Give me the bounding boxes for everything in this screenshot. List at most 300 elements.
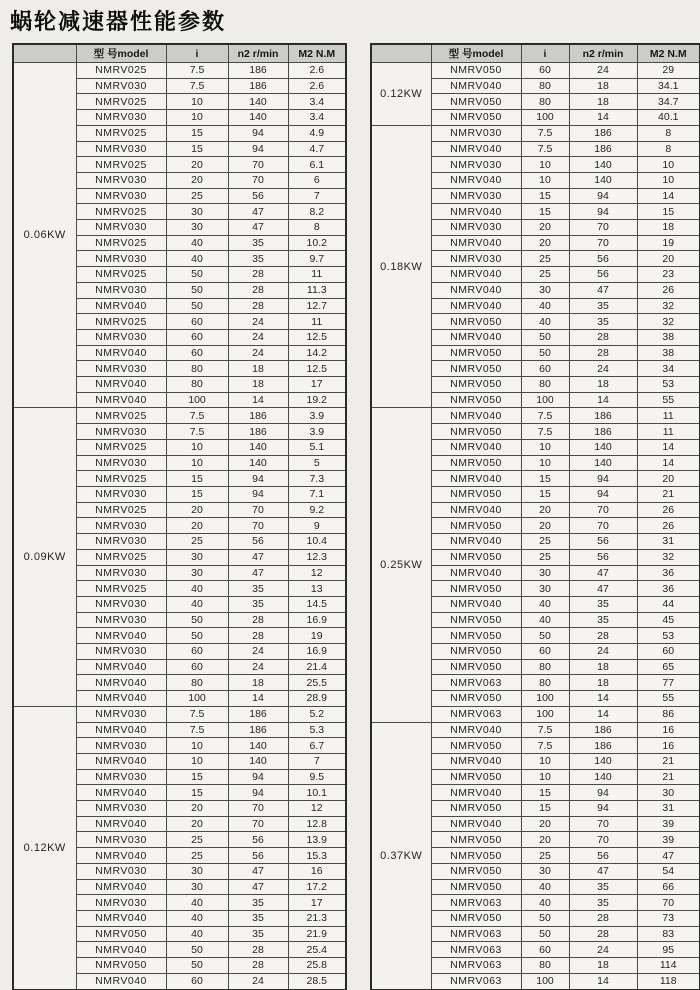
ratio-cell: 10 <box>166 110 228 126</box>
model-cell: NMRV040 <box>431 282 521 298</box>
model-cell: NMRV050 <box>431 832 521 848</box>
ratio-cell: 30 <box>166 565 228 581</box>
speed-cell: 28 <box>228 942 288 958</box>
model-cell: NMRV050 <box>431 581 521 597</box>
col-header-ratio: i <box>166 44 228 63</box>
model-cell: NMRV040 <box>431 816 521 832</box>
speed-cell: 140 <box>228 738 288 754</box>
speed-cell: 56 <box>228 848 288 864</box>
torque-cell: 14.5 <box>288 596 346 612</box>
ratio-cell: 20 <box>166 157 228 173</box>
model-cell: NMRV040 <box>431 172 521 188</box>
speed-cell: 14 <box>569 110 637 126</box>
model-cell: NMRV050 <box>431 94 521 110</box>
ratio-cell: 50 <box>166 628 228 644</box>
model-cell: NMRV050 <box>431 910 521 926</box>
speed-cell: 28 <box>569 910 637 926</box>
torque-cell: 11.3 <box>288 282 346 298</box>
model-cell: NMRV030 <box>76 596 166 612</box>
ratio-cell: 15 <box>521 204 569 220</box>
torque-cell: 32 <box>637 549 700 565</box>
col-header-torque: M2 N.M <box>637 44 700 63</box>
torque-cell: 23 <box>637 267 700 283</box>
power-group-label: 0.06KW <box>13 63 76 408</box>
torque-cell: 5.1 <box>288 439 346 455</box>
torque-cell: 21 <box>637 486 700 502</box>
model-cell: NMRV063 <box>431 973 521 990</box>
ratio-cell: 10 <box>166 738 228 754</box>
ratio-cell: 20 <box>166 801 228 817</box>
ratio-cell: 40 <box>166 581 228 597</box>
speed-cell: 140 <box>228 455 288 471</box>
model-cell: NMRV040 <box>76 377 166 393</box>
model-cell: NMRV040 <box>76 345 166 361</box>
model-cell: NMRV030 <box>431 220 521 236</box>
speed-cell: 24 <box>569 644 637 660</box>
model-cell: NMRV050 <box>76 958 166 974</box>
torque-cell: 36 <box>637 565 700 581</box>
model-cell: NMRV050 <box>431 612 521 628</box>
model-cell: NMRV040 <box>76 659 166 675</box>
ratio-cell: 40 <box>521 895 569 911</box>
power-group-label: 0.12KW <box>13 706 76 990</box>
torque-cell: 66 <box>637 879 700 895</box>
speed-cell: 18 <box>228 377 288 393</box>
model-cell: NMRV030 <box>76 769 166 785</box>
ratio-cell: 7.5 <box>521 141 569 157</box>
model-cell: NMRV040 <box>431 471 521 487</box>
ratio-cell: 60 <box>521 361 569 377</box>
model-cell: NMRV030 <box>431 251 521 267</box>
speed-cell: 140 <box>569 157 637 173</box>
torque-cell: 13.9 <box>288 832 346 848</box>
speed-cell: 24 <box>569 63 637 79</box>
model-cell: NMRV030 <box>76 706 166 722</box>
ratio-cell: 20 <box>521 235 569 251</box>
speed-cell: 140 <box>228 94 288 110</box>
table-row <box>371 63 700 79</box>
speed-cell: 35 <box>228 895 288 911</box>
ratio-cell: 60 <box>521 63 569 79</box>
torque-cell: 31 <box>637 534 700 550</box>
torque-cell: 39 <box>637 832 700 848</box>
speed-cell: 140 <box>228 439 288 455</box>
model-cell: NMRV030 <box>76 486 166 502</box>
ratio-cell: 25 <box>166 848 228 864</box>
speed-cell: 186 <box>569 424 637 440</box>
speed-cell: 70 <box>569 816 637 832</box>
model-cell: NMRV040 <box>76 785 166 801</box>
torque-cell: 19.2 <box>288 392 346 408</box>
speed-cell: 35 <box>569 298 637 314</box>
speed-cell: 56 <box>569 549 637 565</box>
torque-cell: 25.8 <box>288 958 346 974</box>
speed-cell: 24 <box>228 659 288 675</box>
col-header-torque: M2 N.M <box>288 44 346 63</box>
speed-cell: 14 <box>228 691 288 707</box>
torque-cell: 38 <box>637 345 700 361</box>
torque-cell: 70 <box>637 895 700 911</box>
torque-cell: 40.1 <box>637 110 700 126</box>
torque-cell: 30 <box>637 785 700 801</box>
ratio-cell: 30 <box>166 549 228 565</box>
model-cell: NMRV025 <box>76 125 166 141</box>
ratio-cell: 100 <box>521 973 569 990</box>
model-cell: NMRV040 <box>431 534 521 550</box>
model-cell: NMRV030 <box>76 251 166 267</box>
model-cell: NMRV050 <box>431 455 521 471</box>
speed-cell: 18 <box>228 361 288 377</box>
ratio-cell: 40 <box>521 314 569 330</box>
speed-cell: 24 <box>228 973 288 990</box>
model-cell: NMRV030 <box>76 361 166 377</box>
speed-cell: 70 <box>228 157 288 173</box>
ratio-cell: 40 <box>521 298 569 314</box>
model-cell: NMRV050 <box>431 549 521 565</box>
speed-cell: 70 <box>569 832 637 848</box>
torque-cell: 3.4 <box>288 94 346 110</box>
torque-cell: 14.2 <box>288 345 346 361</box>
ratio-cell: 80 <box>521 659 569 675</box>
ratio-cell: 10 <box>521 439 569 455</box>
ratio-cell: 50 <box>166 298 228 314</box>
speed-cell: 94 <box>569 188 637 204</box>
model-cell: NMRV025 <box>76 439 166 455</box>
speed-cell: 24 <box>228 314 288 330</box>
torque-cell: 47 <box>637 848 700 864</box>
ratio-cell: 7.5 <box>166 722 228 738</box>
model-cell: NMRV025 <box>76 94 166 110</box>
ratio-cell: 50 <box>166 267 228 283</box>
model-cell: NMRV040 <box>431 298 521 314</box>
torque-cell: 7.3 <box>288 471 346 487</box>
speed-cell: 28 <box>228 282 288 298</box>
power-group-label: 0.37KW <box>371 722 431 990</box>
speed-cell: 24 <box>228 644 288 660</box>
torque-cell: 4.9 <box>288 125 346 141</box>
speed-cell: 56 <box>569 251 637 267</box>
ratio-cell: 80 <box>166 361 228 377</box>
ratio-cell: 40 <box>166 235 228 251</box>
speed-cell: 186 <box>228 706 288 722</box>
speed-cell: 56 <box>569 534 637 550</box>
torque-cell: 7.1 <box>288 486 346 502</box>
torque-cell: 12.7 <box>288 298 346 314</box>
torque-cell: 14 <box>637 439 700 455</box>
speed-cell: 186 <box>228 722 288 738</box>
speed-cell: 70 <box>569 235 637 251</box>
col-header-power <box>371 44 431 63</box>
model-cell: NMRV040 <box>431 565 521 581</box>
torque-cell: 21.9 <box>288 926 346 942</box>
torque-cell: 26 <box>637 282 700 298</box>
ratio-cell: 25 <box>521 549 569 565</box>
model-cell: NMRV050 <box>431 848 521 864</box>
table-row <box>371 408 700 424</box>
ratio-cell: 30 <box>166 220 228 236</box>
ratio-cell: 15 <box>521 188 569 204</box>
ratio-cell: 15 <box>166 471 228 487</box>
model-cell: NMRV040 <box>76 973 166 990</box>
ratio-cell: 25 <box>166 832 228 848</box>
torque-cell: 114 <box>637 958 700 974</box>
ratio-cell: 15 <box>166 769 228 785</box>
ratio-cell: 30 <box>166 204 228 220</box>
col-header-model: 型 号model <box>431 44 521 63</box>
torque-cell: 20 <box>637 471 700 487</box>
speed-cell: 47 <box>228 879 288 895</box>
ratio-cell: 30 <box>166 863 228 879</box>
torque-cell: 12.5 <box>288 361 346 377</box>
ratio-cell: 10 <box>166 455 228 471</box>
torque-cell: 16 <box>637 722 700 738</box>
torque-cell: 11 <box>288 314 346 330</box>
col-header-power <box>13 44 76 63</box>
ratio-cell: 20 <box>166 502 228 518</box>
speed-cell: 94 <box>228 486 288 502</box>
model-cell: NMRV025 <box>76 267 166 283</box>
speed-cell: 14 <box>569 392 637 408</box>
torque-cell: 9.5 <box>288 769 346 785</box>
ratio-cell: 60 <box>521 942 569 958</box>
ratio-cell: 50 <box>521 345 569 361</box>
model-cell: NMRV025 <box>76 549 166 565</box>
speed-cell: 18 <box>569 675 637 691</box>
torque-cell: 6.1 <box>288 157 346 173</box>
torque-cell: 4.7 <box>288 141 346 157</box>
torque-cell: 10 <box>637 157 700 173</box>
torque-cell: 3.9 <box>288 408 346 424</box>
torque-cell: 8 <box>637 125 700 141</box>
ratio-cell: 50 <box>166 282 228 298</box>
ratio-cell: 10 <box>521 172 569 188</box>
speed-cell: 28 <box>569 628 637 644</box>
ratio-cell: 50 <box>166 958 228 974</box>
model-cell: NMRV050 <box>431 801 521 817</box>
model-cell: NMRV063 <box>431 958 521 974</box>
ratio-cell: 15 <box>521 801 569 817</box>
model-cell: NMRV050 <box>431 738 521 754</box>
speed-cell: 94 <box>228 769 288 785</box>
ratio-cell: 15 <box>521 486 569 502</box>
table-row <box>371 125 700 141</box>
ratio-cell: 100 <box>521 392 569 408</box>
torque-cell: 83 <box>637 926 700 942</box>
model-cell: NMRV030 <box>76 282 166 298</box>
torque-cell: 19 <box>637 235 700 251</box>
model-cell: NMRV040 <box>431 439 521 455</box>
spec-table <box>370 43 700 990</box>
model-cell: NMRV040 <box>431 753 521 769</box>
model-cell: NMRV025 <box>76 157 166 173</box>
model-cell: NMRV030 <box>76 141 166 157</box>
torque-cell: 32 <box>637 298 700 314</box>
torque-cell: 11 <box>288 267 346 283</box>
model-cell: NMRV050 <box>76 926 166 942</box>
torque-cell: 9.2 <box>288 502 346 518</box>
torque-cell: 11 <box>637 408 700 424</box>
ratio-cell: 20 <box>166 172 228 188</box>
model-cell: NMRV050 <box>431 518 521 534</box>
model-cell: NMRV040 <box>431 722 521 738</box>
power-group-label: 0.09KW <box>13 408 76 706</box>
torque-cell: 12.8 <box>288 816 346 832</box>
speed-cell: 18 <box>569 78 637 94</box>
ratio-cell: 40 <box>166 895 228 911</box>
torque-cell: 53 <box>637 628 700 644</box>
speed-cell: 47 <box>228 565 288 581</box>
speed-cell: 94 <box>569 486 637 502</box>
col-header-speed: n2 r/min <box>569 44 637 63</box>
speed-cell: 47 <box>569 863 637 879</box>
speed-cell: 70 <box>228 816 288 832</box>
speed-cell: 35 <box>569 612 637 628</box>
torque-cell: 73 <box>637 910 700 926</box>
ratio-cell: 20 <box>521 832 569 848</box>
ratio-cell: 15 <box>521 785 569 801</box>
torque-cell: 16 <box>637 738 700 754</box>
ratio-cell: 20 <box>521 220 569 236</box>
torque-cell: 12 <box>288 565 346 581</box>
torque-cell: 29 <box>637 63 700 79</box>
speed-cell: 24 <box>569 361 637 377</box>
ratio-cell: 50 <box>166 942 228 958</box>
ratio-cell: 7.5 <box>521 738 569 754</box>
ratio-cell: 60 <box>166 659 228 675</box>
torque-cell: 2.6 <box>288 78 346 94</box>
right-table-wrap <box>370 43 700 990</box>
ratio-cell: 10 <box>166 94 228 110</box>
model-cell: NMRV050 <box>431 314 521 330</box>
ratio-cell: 20 <box>166 816 228 832</box>
ratio-cell: 60 <box>166 644 228 660</box>
torque-cell: 25.5 <box>288 675 346 691</box>
torque-cell: 16 <box>288 863 346 879</box>
model-cell: NMRV025 <box>76 471 166 487</box>
model-cell: NMRV063 <box>431 706 521 722</box>
model-cell: NMRV063 <box>431 942 521 958</box>
speed-cell: 94 <box>228 471 288 487</box>
ratio-cell: 100 <box>521 691 569 707</box>
model-cell: NMRV030 <box>76 644 166 660</box>
model-cell: NMRV050 <box>431 361 521 377</box>
torque-cell: 65 <box>637 659 700 675</box>
ratio-cell: 15 <box>166 785 228 801</box>
torque-cell: 15.3 <box>288 848 346 864</box>
speed-cell: 56 <box>228 832 288 848</box>
speed-cell: 28 <box>228 267 288 283</box>
speed-cell: 56 <box>569 267 637 283</box>
ratio-cell: 7.5 <box>521 125 569 141</box>
torque-cell: 20 <box>637 251 700 267</box>
speed-cell: 35 <box>228 926 288 942</box>
ratio-cell: 80 <box>166 675 228 691</box>
ratio-cell: 10 <box>166 753 228 769</box>
torque-cell: 3.9 <box>288 424 346 440</box>
model-cell: NMRV040 <box>76 722 166 738</box>
torque-cell: 16.9 <box>288 612 346 628</box>
speed-cell: 70 <box>228 502 288 518</box>
ratio-cell: 15 <box>166 141 228 157</box>
speed-cell: 24 <box>228 329 288 345</box>
model-cell: NMRV030 <box>76 895 166 911</box>
torque-cell: 15 <box>637 204 700 220</box>
ratio-cell: 10 <box>521 753 569 769</box>
torque-cell: 2.6 <box>288 63 346 79</box>
ratio-cell: 10 <box>521 769 569 785</box>
speed-cell: 47 <box>569 565 637 581</box>
model-cell: NMRV030 <box>76 565 166 581</box>
speed-cell: 28 <box>228 628 288 644</box>
torque-cell: 8.2 <box>288 204 346 220</box>
ratio-cell: 40 <box>166 596 228 612</box>
speed-cell: 35 <box>228 251 288 267</box>
speed-cell: 28 <box>228 298 288 314</box>
model-cell: NMRV025 <box>76 408 166 424</box>
header-row <box>371 44 700 63</box>
model-cell: NMRV030 <box>76 188 166 204</box>
ratio-cell: 80 <box>521 958 569 974</box>
ratio-cell: 25 <box>521 267 569 283</box>
torque-cell: 17 <box>288 895 346 911</box>
speed-cell: 186 <box>228 424 288 440</box>
model-cell: NMRV040 <box>76 879 166 895</box>
model-cell: NMRV030 <box>431 157 521 173</box>
model-cell: NMRV050 <box>431 879 521 895</box>
torque-cell: 21 <box>637 753 700 769</box>
model-cell: NMRV050 <box>431 644 521 660</box>
col-header-speed: n2 r/min <box>228 44 288 63</box>
model-cell: NMRV050 <box>431 377 521 393</box>
ratio-cell: 30 <box>521 282 569 298</box>
model-cell: NMRV040 <box>76 298 166 314</box>
speed-cell: 28 <box>569 926 637 942</box>
table-row <box>13 63 346 79</box>
speed-cell: 94 <box>569 785 637 801</box>
ratio-cell: 80 <box>521 94 569 110</box>
ratio-cell: 7.5 <box>521 424 569 440</box>
torque-cell: 14 <box>637 455 700 471</box>
torque-cell: 54 <box>637 863 700 879</box>
torque-cell: 44 <box>637 596 700 612</box>
model-cell: NMRV030 <box>76 78 166 94</box>
model-cell: NMRV063 <box>431 675 521 691</box>
torque-cell: 34.1 <box>637 78 700 94</box>
torque-cell: 18 <box>637 220 700 236</box>
model-cell: NMRV040 <box>76 942 166 958</box>
ratio-cell: 40 <box>521 879 569 895</box>
model-cell: NMRV040 <box>431 235 521 251</box>
speed-cell: 18 <box>569 94 637 110</box>
speed-cell: 14 <box>228 392 288 408</box>
speed-cell: 70 <box>228 518 288 534</box>
torque-cell: 11 <box>637 424 700 440</box>
torque-cell: 86 <box>637 706 700 722</box>
torque-cell: 26 <box>637 502 700 518</box>
ratio-cell: 100 <box>521 706 569 722</box>
model-cell: NMRV040 <box>76 628 166 644</box>
ratio-cell: 50 <box>521 329 569 345</box>
model-cell: NMRV050 <box>431 486 521 502</box>
model-cell: NMRV050 <box>431 691 521 707</box>
speed-cell: 94 <box>569 204 637 220</box>
speed-cell: 186 <box>228 63 288 79</box>
ratio-cell: 30 <box>521 581 569 597</box>
ratio-cell: 10 <box>521 455 569 471</box>
ratio-cell: 50 <box>521 926 569 942</box>
model-cell: NMRV030 <box>76 518 166 534</box>
tables-container <box>0 43 700 990</box>
